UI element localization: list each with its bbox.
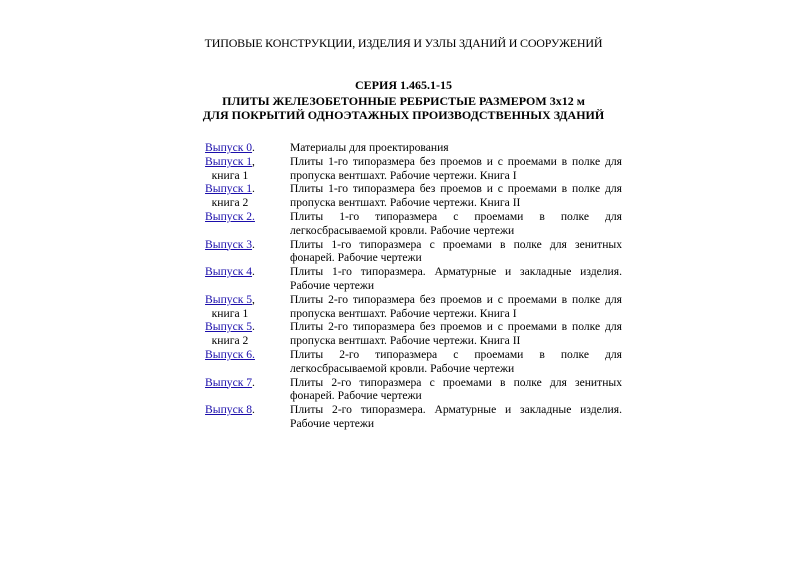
- issue-book-label: книга 2: [211, 196, 249, 210]
- issue-description: Плиты 1-го типоразмера с проемами в полке для зенитных фонарей. Рабочие чертежи: [290, 237, 622, 265]
- issue-description: Плиты 1-го типоразмера без проемов и с проемами в полке для пропуска вентшахт. Рабочие чертежи. Книга I: [290, 154, 622, 182]
- issue-row: [192, 403, 622, 431]
- issue-link[interactable]: Выпуск 6.: [205, 347, 255, 361]
- issue-description: Плиты 2-го типоразмера без проемов и с проемами в полке для пропуска вентшахт. Рабочие чертежи. Книга I: [290, 292, 622, 320]
- issue-ref: [192, 182, 268, 210]
- issue-link[interactable]: Выпуск 1: [205, 182, 253, 196]
- document-header: ТИПОВЫЕ КОНСТРУКЦИИ, ИЗДЕЛИЯ И УЗЛЫ ЗДАНИЙ И СООРУЖЕНИЙ: [204, 36, 603, 50]
- issue-description: Материалы для проектирования: [290, 141, 449, 154]
- issue-link[interactable]: Выпуск 0: [205, 141, 253, 154]
- issue-ref: [192, 238, 268, 266]
- issue-book-label: книга 2: [211, 334, 249, 348]
- issue-link[interactable]: Выпуск 5: [205, 320, 253, 334]
- issue-ref: [192, 348, 268, 376]
- issue-row: [192, 348, 622, 376]
- title-line-2: ДЛЯ ПОКРЫТИЙ ОДНОЭТАЖНЫХ ПРОИЗВОДСТВЕННЫХ ЗДАНИЙ: [202, 108, 605, 122]
- title-line-1: ПЛИТЫ ЖЕЛЕЗОБЕТОННЫЕ РЕБРИСТЫЕ РАЗМЕРОМ 3х12 м: [222, 94, 585, 108]
- issue-link-punctuation: .: [252, 320, 255, 334]
- issue-link-punctuation: .: [252, 141, 255, 154]
- issue-ref: [192, 320, 268, 348]
- issue-link[interactable]: Выпуск 3: [205, 237, 253, 251]
- issue-row: [192, 293, 622, 321]
- issue-link[interactable]: Выпуск 1: [205, 154, 253, 168]
- issue-description: Плиты 1-го типоразмера без проемов и с проемами в полке для пропуска вентшахт. Рабочие чертежи. Книга II: [290, 182, 622, 210]
- issue-link-punctuation: .: [252, 182, 255, 196]
- issue-link-punctuation: .: [252, 237, 255, 251]
- issue-row: [192, 155, 622, 183]
- issue-description: Плиты 1-го типоразмера с проемами в полке для легкосбрасываемой кровли. Рабочие чертежи: [290, 209, 622, 237]
- issue-description: Плиты 2-го типоразмера с проемами в полке для зенитных фонарей. Рабочие чертежи: [290, 375, 622, 403]
- issue-row: [192, 265, 622, 293]
- issue-description: Плиты 1-го типоразмера. Арматурные и закладные изделия. Рабочие чертежи: [290, 265, 622, 292]
- issue-description: Плиты 2-го типоразмера с проемами в полке для легкосбрасываемой кровли. Рабочие чертежи: [290, 347, 622, 375]
- issue-row: [192, 320, 622, 348]
- issue-row: [192, 210, 622, 238]
- issue-link-punctuation: .: [252, 265, 255, 279]
- issue-row: [192, 376, 622, 404]
- issue-ref: [192, 210, 268, 238]
- issue-link-punctuation: ,: [252, 292, 255, 306]
- issue-link[interactable]: Выпуск 7: [205, 375, 253, 389]
- issue-ref: [192, 155, 268, 183]
- issue-ref: [192, 265, 268, 293]
- issue-row: [192, 238, 622, 266]
- issue-link-punctuation: .: [252, 375, 255, 389]
- issue-link[interactable]: Выпуск 2.: [205, 209, 255, 223]
- issues-list: [192, 141, 622, 431]
- issue-description: Плиты 2-го типоразмера. Арматурные и закладные изделия. Рабочие чертежи: [290, 403, 622, 430]
- issue-ref: [192, 293, 268, 321]
- issue-ref: [192, 141, 268, 155]
- series-number: СЕРИЯ 1.465.1-15: [355, 78, 452, 92]
- issue-link-punctuation: ,: [252, 154, 255, 168]
- issue-link-punctuation: .: [252, 403, 255, 417]
- issue-ref: [192, 376, 268, 404]
- issue-link[interactable]: Выпуск 4: [205, 265, 253, 279]
- document-title: [0, 94, 807, 122]
- issue-link[interactable]: Выпуск 8: [205, 403, 253, 417]
- issue-book-label: книга 1: [211, 168, 249, 182]
- issue-link[interactable]: Выпуск 5: [205, 292, 253, 306]
- issue-description: Плиты 2-го типоразмера без проемов и с проемами в полке для пропуска вентшахт. Рабочие чертежи. Книга II: [290, 320, 622, 348]
- issue-row: [192, 141, 622, 155]
- issue-ref: [192, 403, 268, 431]
- issue-book-label: книга 1: [211, 306, 249, 320]
- issue-row: [192, 182, 622, 210]
